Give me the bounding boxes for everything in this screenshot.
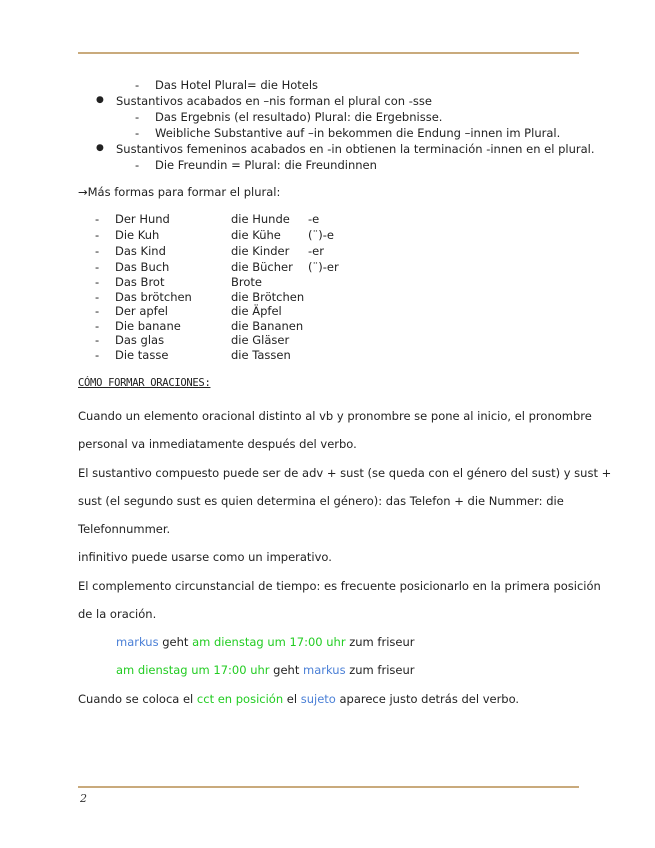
paragraph-line: Telefonnummer. xyxy=(78,522,171,536)
subject-term: sujeto xyxy=(300,692,336,706)
text-fragment: aparece justo detrás del verbo. xyxy=(335,692,520,706)
text-line: Das Hotel Plural= die Hotels xyxy=(155,78,319,92)
singular-cell: Das Kind xyxy=(115,244,166,258)
subject-word: markus xyxy=(303,663,346,677)
plural-cell: die Brötchen xyxy=(231,290,305,304)
plural-cell: die Äpfel xyxy=(231,304,282,318)
paragraph-line: de la oración. xyxy=(78,607,157,621)
text-fragment: el xyxy=(283,692,301,706)
singular-cell: Die Kuh xyxy=(115,228,160,242)
time-complement: am dienstag um 17:00 uhr xyxy=(192,635,346,649)
singular-cell: Der Hund xyxy=(115,212,170,226)
dash-marker: - xyxy=(95,304,100,318)
page-number: 2 xyxy=(80,792,87,805)
bullet-marker: ● xyxy=(96,143,104,153)
plural-cell: die Bananen xyxy=(231,319,304,333)
paragraph-line: sust (el segundo sust es quien determina el género): das Telefon + die Nummer: die xyxy=(78,494,564,508)
time-complement: am dienstag um 17:00 uhr xyxy=(116,663,270,677)
example-sentence-2 xyxy=(116,663,414,677)
dash-marker: - xyxy=(95,290,100,304)
rest-text: zum friseur xyxy=(345,635,415,649)
dash-marker: - xyxy=(95,212,100,226)
dash-marker: - xyxy=(135,158,140,172)
dash-marker: - xyxy=(95,228,100,242)
text-fragment: Cuando se coloca el xyxy=(78,692,197,706)
bullet-item: Sustantivos acabados en –nis forman el plural con -sse xyxy=(116,94,432,108)
final-rule-line xyxy=(78,692,519,706)
plural-cell: die Kühe xyxy=(231,228,281,242)
bullet-marker: ● xyxy=(96,95,104,105)
suffix-cell: -e xyxy=(308,212,320,226)
dash-marker: - xyxy=(95,244,100,258)
sub-item: Weibliche Substantive auf –in bekommen die Endung –innen im Plural. xyxy=(155,126,561,140)
suffix-cell: -er xyxy=(308,244,324,258)
dash-marker: - xyxy=(95,319,100,333)
plural-cell: die Kinder xyxy=(231,244,290,258)
singular-cell: Das brötchen xyxy=(115,290,192,304)
section-heading: CÓMO FORMAR ORACIONES: xyxy=(78,377,211,389)
singular-cell: Das Brot xyxy=(115,275,165,289)
paragraph-line: infinitivo puede usarse como un imperativo. xyxy=(78,550,332,564)
verb-word: geht xyxy=(158,635,193,649)
cct-term: cct en posición xyxy=(196,692,284,706)
paragraph-line: personal va inmediatamente después del verbo. xyxy=(78,437,357,451)
dash-marker: - xyxy=(135,110,140,124)
dash-marker: - xyxy=(95,333,100,347)
plural-cell: die Hunde xyxy=(231,212,290,226)
rest-text: zum friseur xyxy=(345,663,415,677)
subject-word: markus xyxy=(116,635,159,649)
dash-marker: - xyxy=(95,348,100,362)
plural-cell: Brote xyxy=(231,275,262,289)
plural-cell: die Bücher xyxy=(231,260,293,274)
verb-word: geht xyxy=(269,663,303,677)
dash-marker: - xyxy=(95,275,100,289)
paragraph-line: El complemento circunstancial de tiempo: es frecuente posicionarlo en la primera posición xyxy=(78,579,601,593)
sub-item: Das Ergebnis (el resultado) Plural: die Ergebnisse. xyxy=(155,110,443,124)
dash-marker: - xyxy=(135,126,140,140)
singular-cell: Der apfel xyxy=(115,304,168,318)
singular-cell: Die banane xyxy=(115,319,181,333)
singular-cell: Das glas xyxy=(115,333,165,347)
dash-marker: - xyxy=(95,260,100,274)
dash-marker: - xyxy=(135,78,140,92)
paragraph-line: El sustantivo compuesto puede ser de adv + sust (se queda con el género del sust) y sust + xyxy=(78,466,612,480)
bullet-item: Sustantivos femeninos acabados en -in obtienen la terminación -innen en el plural. xyxy=(116,142,595,156)
footer-rule xyxy=(78,786,579,788)
header-rule xyxy=(78,52,579,54)
plural-cell: die Gläser xyxy=(231,333,290,347)
plural-cell: die Tassen xyxy=(231,348,291,362)
example-sentence-1 xyxy=(116,635,414,649)
singular-cell: Die tasse xyxy=(115,348,169,362)
paragraph-line: Cuando un elemento oracional distinto al vb y pronombre se pone al inicio, el pronombre xyxy=(78,409,592,423)
suffix-cell: (¨)-e xyxy=(308,228,334,242)
suffix-cell: (¨)-er xyxy=(308,260,339,274)
singular-cell: Das Buch xyxy=(115,260,170,274)
plural-intro: →Más formas para formar el plural: xyxy=(78,185,281,199)
sub-item: Die Freundin = Plural: die Freundinnen xyxy=(155,158,377,172)
